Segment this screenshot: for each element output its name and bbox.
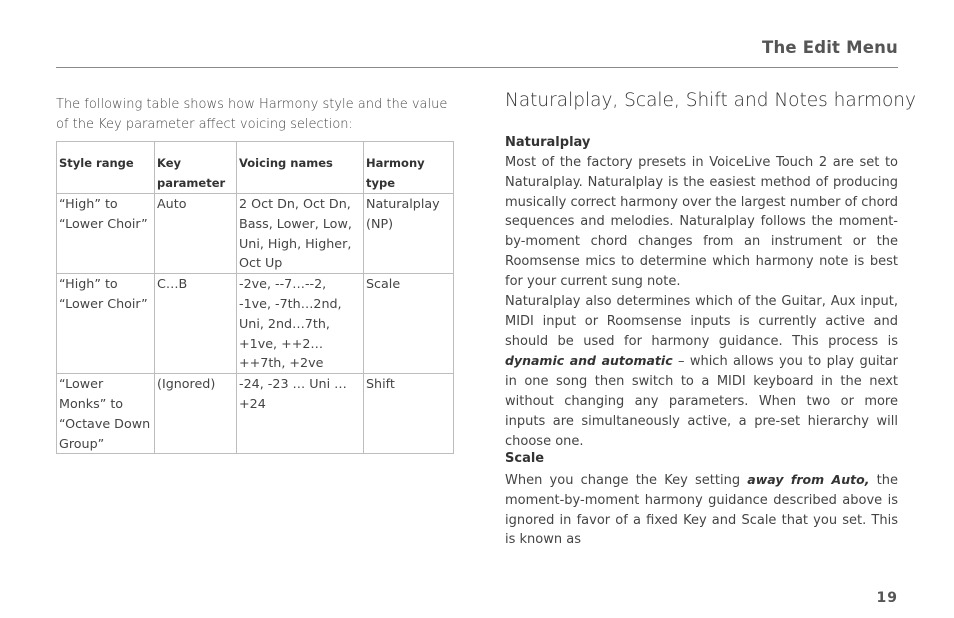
cell-key-parameter: Auto [155, 194, 237, 274]
header-divider [56, 67, 898, 68]
naturalplay-heading: Naturalplay [505, 135, 591, 150]
cell-harmony-type: Scale [364, 274, 454, 374]
column-header-key-parameter: Key parameter [155, 142, 237, 194]
column-header-voicing-names: Voicing names [237, 142, 364, 194]
column-header-style-range: Style range [57, 142, 155, 194]
cell-harmony-type: Naturalplay (NP) [364, 194, 454, 274]
table-header-row [57, 142, 454, 194]
cell-key-parameter: C…B [155, 274, 237, 374]
page-header-title: The Edit Menu [761, 38, 898, 57]
table-row [57, 374, 454, 454]
cell-key-parameter: (Ignored) [155, 374, 237, 454]
section-title: Naturalplay, Scale, Shift and Notes harmony [505, 90, 916, 111]
text-run: – which allows you to play guitar in one song then switch to a MIDI keyboard in the next without changing any parameters. When two or more inputs are simultaneously active, a pre-set hierarchy will choose one. [505, 354, 898, 449]
naturalplay-paragraph-1: Most of the factory presets in VoiceLive Touch 2 are set to Naturalplay. Naturalplay is the easiest method of producing musically correct harmony over the largest number of chord sequences and melodies. Naturalplay follows the moment-by-moment chord changes from an instrument or the Roomsense mics to determine which harmony note is best for your current sung note. [505, 155, 898, 289]
naturalplay-paragraph-2 [505, 292, 898, 451]
cell-voicing-names: -2ve, --7…--2, -1ve, -7th…2nd, Uni, 2nd…7th, +1ve, ++2…++7th, +2ve [237, 274, 364, 374]
table-row [57, 274, 454, 374]
emphasis-text: dynamic and automatic [505, 353, 673, 369]
cell-harmony-type: Shift [364, 374, 454, 454]
text-run: Naturalplay also determines which of the Guitar, Aux input, MIDI input or Roomsense inputs is currently active and should be used for harmony guidance. This process is [505, 294, 898, 349]
scale-paragraph [505, 470, 898, 550]
intro-paragraph: The following table shows how Harmony style and the value of the Key parameter affect voicing selection: [56, 97, 448, 132]
table-row [57, 194, 454, 274]
cell-voicing-names: 2 Oct Dn, Oct Dn, Bass, Lower, Low, Uni, High, Higher, Oct Up [237, 194, 364, 274]
scale-heading: Scale [505, 451, 545, 466]
page-number: 19 [876, 590, 898, 606]
cell-style-range: “Lower Monks” to “Octave Down Group” [57, 374, 155, 454]
cell-style-range: “High” to “Lower Choir” [57, 194, 155, 274]
emphasis-text: away from Auto, [747, 472, 870, 487]
text-run: When you change the Key setting [505, 473, 748, 488]
column-header-harmony-type: Harmony type [364, 142, 454, 194]
voicing-table [56, 141, 454, 454]
cell-style-range: “High” to “Lower Choir” [57, 274, 155, 374]
cell-voicing-names: -24, -23 … Uni … +24 [237, 374, 364, 454]
text-run: the moment-by-moment harmony guidance described above is ignored in favor of a fixed Key and Scale that you set. This is known as [505, 473, 898, 548]
